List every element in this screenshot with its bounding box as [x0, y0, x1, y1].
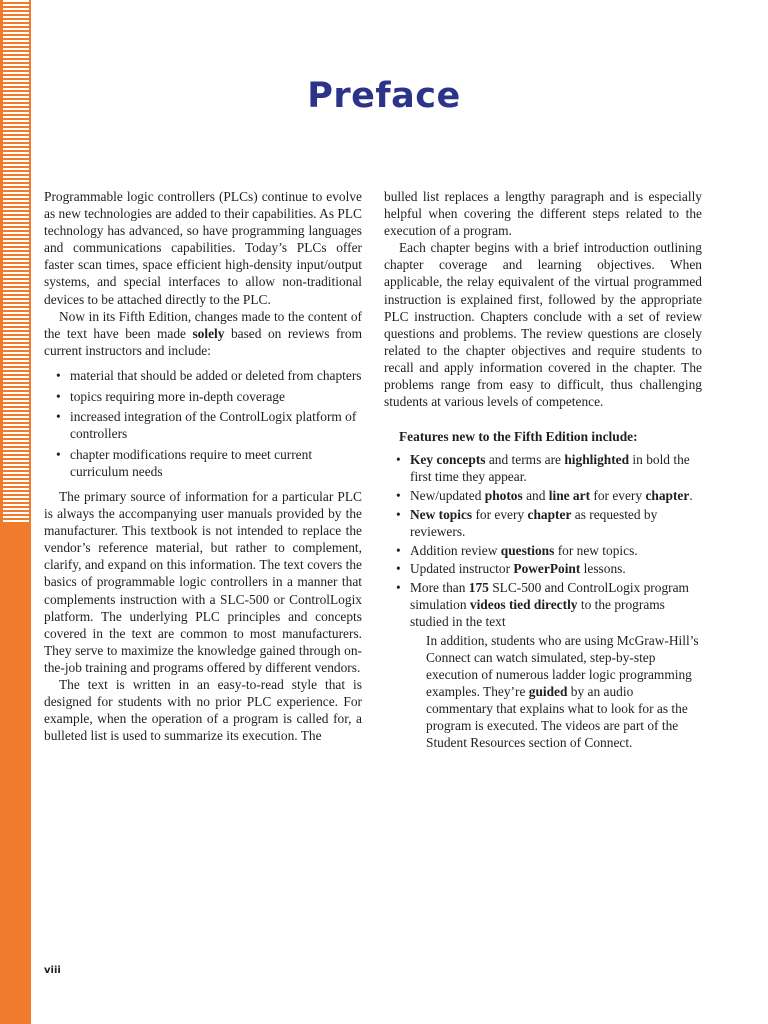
- page-title: Preface: [307, 76, 461, 116]
- feature-item: • Addition review questions for new topics.: [396, 542, 702, 559]
- bold-text: New topics: [410, 506, 473, 522]
- bulleted-list-paragraph: bulled list replaces a lengthy paragraph and is especially helpful when covering the different steps related to the execution of a program.: [384, 189, 702, 239]
- bold-text: videos tied directly: [469, 597, 578, 613]
- chapter-structure-paragraph: Each chapter begins with a brief introduction outlining chapter coverage and learning objectives. When applicable, the relay equivalent of the virtual programmed instruction is explained first, followed by the appropriate PLC instruction. Chapters conclude with a set of review questions and problems. The review questions are closely related to the chapter objectives and require students to recall and apply information covered in the chapter. The problems range from easy to difficult, thus challenging students at various levels of competence.: [384, 240, 702, 410]
- right-column: [384, 188, 702, 751]
- feature-item: • New topics for every chapter as requested by reviewers.: [396, 506, 702, 540]
- list-item: • topics requiring more in-depth coverage: [56, 388, 362, 405]
- list-item: • material that should be added or deleted from chapters: [56, 367, 362, 384]
- feature-item: • More than 175 SLC-500 and ControlLogix program simulation videos tied directly to the programs studied in the text: [396, 579, 702, 630]
- bold-text: line art: [548, 488, 591, 504]
- left-column: [44, 188, 362, 744]
- connect-paragraph: In addition, students who are using McGraw-Hill’s Connect can watch simulated, step-by-step execution of numerous ladder logic programming examples. They’re guided by an audio commentary that explains what to look for as the program is executed. The videos are part of the Student Resources section of Connect.: [426, 632, 699, 751]
- bold-text: guided: [528, 684, 568, 700]
- review-changes-list: [56, 367, 362, 480]
- intro-paragraph: Programmable logic controllers (PLCs) continue to evolve as new technologies are added to their capabilities. As PLC technology has advanced, so have programming languages and communications capabilities. Today’s PLCs offer faster scan times, space efficient high-density input/output systems, and special interfaces to allow non-traditional devices to be attached directly to the PLC.: [44, 189, 362, 307]
- list-item: • chapter modifications require to meet current curriculum needs: [56, 446, 362, 480]
- feature-item: • Key concepts and terms are highlighted in bold the first time they appear.: [396, 451, 702, 485]
- features-list: [396, 451, 702, 630]
- bold-text: solely: [192, 325, 225, 341]
- page-number: viii: [44, 965, 61, 976]
- bold-text: Key concepts: [410, 452, 486, 468]
- features-heading: [384, 428, 702, 445]
- list-item: • increased integration of the ControlLogix platform of controllers: [56, 408, 362, 442]
- bold-text: photos: [484, 488, 523, 504]
- bold-text: PowerPoint: [513, 561, 581, 577]
- bold-text: questions: [500, 542, 555, 558]
- feature-item: • New/updated photos and line art for every chapter.: [396, 487, 702, 504]
- bold-text: 175: [468, 579, 489, 595]
- fifth-edition-paragraph: Now in its Fifth Edition, changes made to the content of the text have been made solely based on reviews from current instructors and include:: [44, 308, 362, 358]
- bold-text: chapter: [645, 488, 690, 504]
- primary-source-paragraph: The primary source of information for a particular PLC is always the accompanying user manuals provided by the manufacturer. This textbook is not intended to replace the vendor’s reference material, but rather to complement, clarify, and expand on this information. The text covers the basics of programmable logic controllers in a manner that complements instruction with a SLC-500 or ControlLogix platform. The underlying PLC principles and concepts covered in the text are common to most manufacturers. They serve to maximize the knowledge gained through on-the-job training and programs offered by different vendors.: [44, 489, 362, 675]
- bold-text: highlighted: [564, 452, 630, 468]
- decorative-side-band: [0, 0, 31, 1024]
- writing-style-paragraph: The text is written in an easy-to-read style that is designed for students with no prior PLC experience. For example, when the operation of a program is called for, a bulleted list is used to summarize its execution. The: [44, 677, 362, 744]
- bold-text: chapter: [527, 506, 572, 522]
- features-heading-text: Features new to the Fifth Edition include:: [399, 429, 638, 445]
- feature-item: • Updated instructor PowerPoint lessons.: [396, 560, 702, 577]
